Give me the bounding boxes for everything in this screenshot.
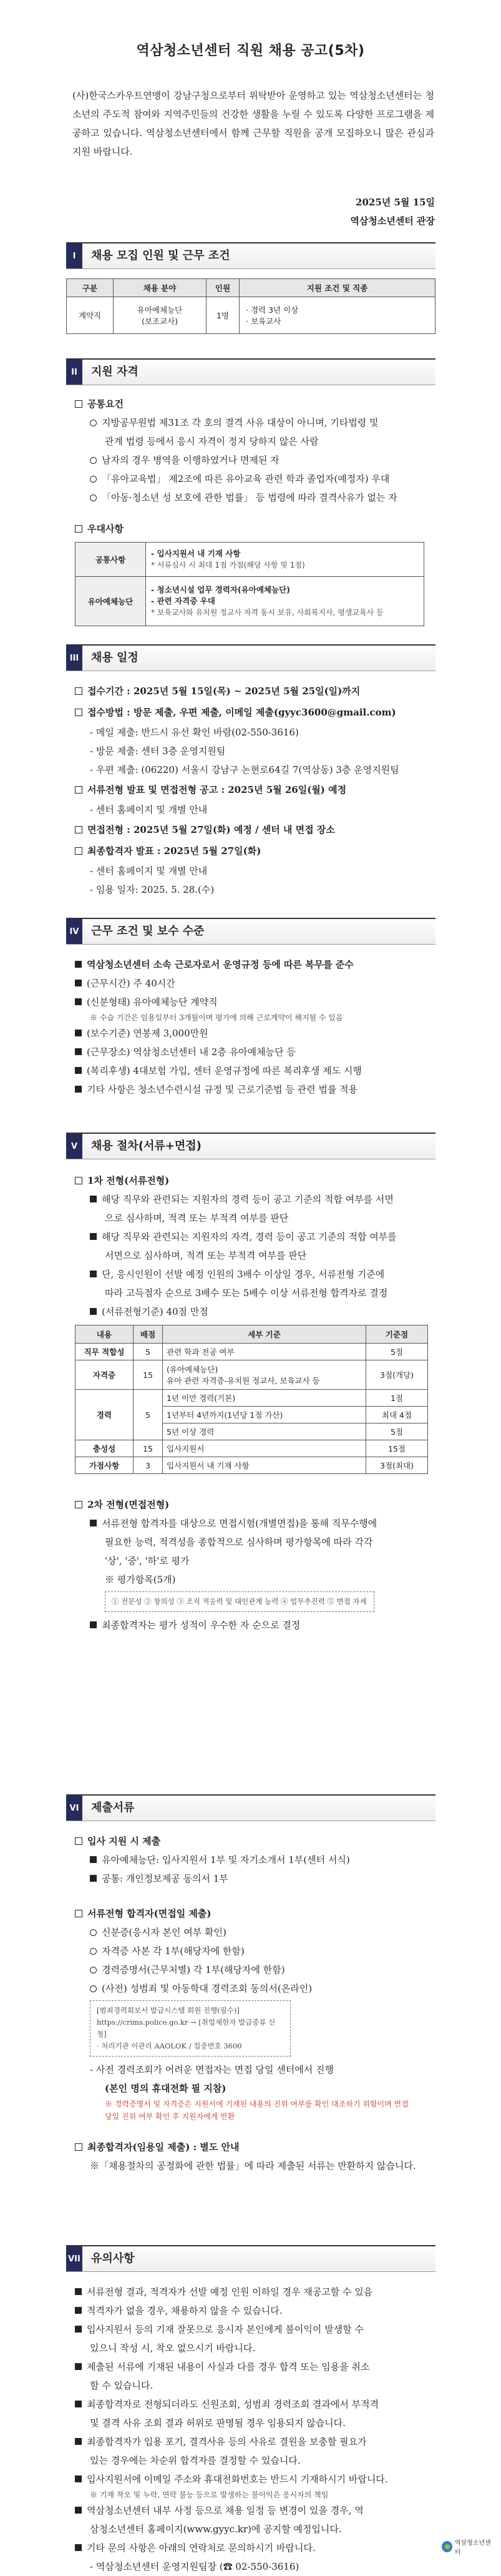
box-line: [범죄경력회보서 발급시스템 회원 진행(필수)] [97,2006,240,2015]
list-item: 서류전형 합격자를 대상으로 면접시험(개별면접)을 통해 직무수행에 [66,1514,435,1533]
pref-note: * 보육교사와 유치원 정교사 자격 동시 보유, 사회복지사, 평생교육사 등 [151,608,384,617]
list-item: 적격자가 없을 경우, 채용하지 않을 수 있습니다. [66,2301,435,2320]
table-cell [240,297,435,334]
circle-bullet-icon [90,1985,97,1992]
table-header: 채용 분야 [114,279,207,297]
table-cell: 3점(개당) [366,1360,428,1390]
cell-line: (유아예체능단) [167,1365,218,1374]
list-item: 서류전형 결과, 적격자가 선발 예정 인원 이하일 경우 재공고할 수 있음 [66,2283,435,2301]
list-item: '상', '중', '하'로 평가 [105,1555,190,1566]
filled-square-icon [90,1308,97,1315]
table-header: 지원 조건 및 직종 [240,279,435,297]
list-item: - 임용 일자: 2025. 5. 28.(수) [90,884,215,895]
evaluation-items: ① 전문성 ② 창의성 ③ 조직 적응력 및 대인관계 능력 ④ 업무추진력 ⑤ 면접 자세 [105,1591,374,1612]
table-cell: 직무 적합성 [75,1344,134,1360]
list-item: - 센터 홈페이지 및 개별 안내 [90,804,208,815]
square-bullet-icon [75,400,82,408]
evaluation-box [66,1591,435,1612]
list-item: - 사전 경력조회가 어려운 면접자는 면접 당일 센터에서 진행 [90,2064,334,2075]
list-item: 제출된 서류에 기재된 내용이 사실과 다를 경우 합격 또는 임용을 취소 [66,2357,435,2376]
circle-bullet-icon [90,1967,97,1974]
documents-block [66,1832,435,2175]
list-item: 서류전형 발표 및 면접전형 공고 : 2025년 5월 26일(월) 예정 [66,779,435,800]
list-item: 지방공무원법 제31조 각 호의 결격 사유 대상이 아니며, 기타법령 및 [66,413,435,432]
section-title: 유의사항 [91,2252,135,2265]
section-header-schedule [66,644,435,671]
crime-check-box [66,2000,435,2057]
section-number: IV [66,919,82,944]
condition-line: · 보육교사 [246,317,281,326]
list-item: ※ 평가항목(5개) [105,1574,176,1585]
square-bullet-icon [75,1910,82,1917]
section-number: VII [66,2246,82,2271]
table-cell: 관련 학과 전공 여부 [163,1344,366,1360]
list-item: 최종합격자로 전형되더라도 신원조회, 성범죄 경력조회 결과에서 부적격 [66,2395,435,2414]
table-cell: 경력 [75,1390,134,1440]
table-cell: 1년부터 4년까지(1년당 1점 가산) [163,1407,366,1423]
section-number: II [66,360,82,385]
list-item: 「유아교육법」 제2조에 따른 유아교육 관련 학과 졸업자(예정자) 우대 [66,469,435,488]
filled-square-icon [75,2326,82,2333]
list-item: 으로 심사하며, 적격 또는 부적격 여부를 판단 [105,1212,289,1224]
table-row [75,1344,428,1360]
filled-square-icon [75,998,82,1005]
table-row [75,1440,428,1457]
list-item: (신분형태) 유아예체능단 계약직 [66,993,435,1011]
filled-square-icon [75,2475,82,2482]
filled-square-icon [75,2363,82,2370]
table-cell: 5년 이상 경력 [163,1423,366,1440]
filled-square-icon [75,2544,82,2551]
circle-bullet-icon [90,457,97,464]
table-cell [163,1360,366,1390]
pref-note: * 서류심사 시 최대 1점 가점(해당 사항 및 1점) [151,561,305,569]
list-item: 해당 직무와 관련되는 지원자의 자격, 경력 등이 공고 기준의 적합 여부를 [66,1227,435,1246]
filled-square-icon [75,1067,82,1074]
list-item: 관계 법령 등에서 응시 자격이 정지 당하지 않은 사람 [105,436,319,447]
list-item: - 센터 홈페이지 및 개별 안내 [90,865,208,877]
list-item: 있으니 작성 시, 착오 없으시기 바랍니다. [90,2342,256,2354]
square-bullet-icon [75,1501,82,1508]
subheading: 서류전형 합격자(면접일 제출) [66,1904,435,1923]
table-header: 기준점 [366,1325,428,1344]
list-item: 접수방법 : 방문 제출, 우편 제출, 이메일 제출(gyyc3600@gmail.com) [66,702,435,723]
section-title: 채용 모집 인원 및 근무 조건 [91,249,230,262]
work-conditions-block [66,955,435,1099]
circle-bullet-icon [90,1929,97,1936]
section-number: I [66,243,82,268]
notes-block [66,2283,435,2576]
list-item: 따라 고득점자 순으로 3배수 또는 5배수 이상 서류전형 합격자로 결정 [105,1287,388,1299]
circle-bullet-icon [90,420,97,426]
square-bullet-icon [75,709,82,716]
subheading: 우대사항 [66,519,435,538]
filled-square-icon [75,2288,82,2295]
pref-line: - 관련 자격증 우대 [151,596,215,606]
section-title: 채용 일정 [91,651,139,664]
section-title: 제출서류 [91,1801,135,1814]
table-cell: 5 [134,1390,163,1440]
logo-mark-icon [442,2541,452,2552]
table-cell: 자격증 [75,1360,134,1390]
list-item: - 방문 제출: 센터 3층 운영지원팀 [90,745,226,757]
filled-square-icon [90,1520,97,1526]
table-cell: 입사지원서 [163,1440,366,1457]
list-item: 및 결격 사유 조회 결과 허위로 판명될 경우 임용되지 않습니다. [90,2417,346,2429]
section-title: 지원 자격 [91,365,139,378]
pref-line: - 입사지원서 내 기재 사항 [151,549,241,558]
list-item: 공통: 개인정보제공 동의서 1부 [66,1869,435,1888]
condition-line: · 경력 3년 이상 [246,305,299,315]
list-item: 「아동·청소년 성 보호에 관한 법률」 등 법령에 따라 결격사유가 없는 자 [66,488,435,507]
table-cell: 1년 이만 경력(기본) [163,1390,366,1407]
logo-text: 역삼청소년센터 [454,2540,491,2556]
table-row [75,1457,428,1474]
filled-square-icon [75,1086,82,1093]
box-line: · 처리기관 이관리 AAOLOK / 집중번호 3600 [97,2042,242,2050]
table-cell: 3 [134,1457,163,1474]
screening-criteria-table [75,1325,428,1474]
square-bullet-icon [75,687,82,695]
field-sub: (보조교사) [141,317,178,326]
schedule-block [66,681,435,899]
table-cell: 충성성 [75,1440,134,1457]
filled-square-icon [90,1875,97,1882]
conditions-table [66,278,435,334]
filled-square-icon [75,2307,82,2314]
list-item: - 메일 제출: 반드시 유선 확인 바람(02-550-3616) [90,727,299,738]
section-header-procedure [66,1133,435,1159]
section-number: VI [66,1796,82,1821]
filled-square-icon [75,961,82,968]
circle-bullet-icon [90,1948,97,1955]
section-header-qualifications [66,358,435,385]
square-bullet-icon [75,786,82,794]
filled-square-icon [75,1030,82,1036]
table-cell: 최대 4점 [366,1407,428,1423]
list-item: 최종합격자는 평가 성적이 우수한 자 순으로 결정 [66,1616,435,1635]
list-item: 있는 경우에는 차순위 합격자를 결정할 수 있습니다. [90,2455,301,2466]
table-cell [146,577,424,626]
table-cell: 유아예체능단 [75,577,146,626]
list-item: 기타 문의 사항은 아래의 연락처로 문의하시기 바랍니다. [66,2539,435,2557]
filled-square-icon [90,1271,97,1277]
section-title: 채용 절차(서류+면접) [91,1139,202,1153]
square-bullet-icon [75,1177,82,1184]
section-header-documents [66,1794,435,1821]
list-note: ※ 수습 기간은 임용일부터 3개월이며 평가에 의해 근로계약이 해지될 수 있음 [90,1013,343,1022]
announcement-date: 2025년 5월 15일 [356,197,435,208]
list-item: 입사지원서에 이메일 주소와 휴대전화번호는 반드시 기재하시기 바랍니다. [66,2470,435,2489]
center-logo [442,2536,494,2557]
list-item: (복리후생) 4대보험 가입, 센터 운영규정에 따른 복리후생 제도 시행 [66,1061,435,1080]
table-cell: 가점사항 [75,1457,134,1474]
list-item: (근무시간) 주 40시간 [66,974,435,993]
circle-bullet-icon [90,476,97,483]
filled-square-icon [90,1196,97,1202]
table-header: 배점 [134,1325,163,1344]
subheading: 최종합격자(임용일 제출) : 별도 안내 [66,2138,435,2156]
list-note: 당일 진위 여부 확인 후 지원자에게 반환 [105,2112,235,2121]
square-bullet-icon [75,525,82,533]
table-cell: 1명 [207,297,240,334]
table-cell: 입사지원서 내 기재 사항 [163,1457,366,1474]
subheading: 입사 지원 시 제출 [66,1832,435,1851]
list-item: 해당 직무와 관련되는 지원자의 경력 등이 공고 기준의 적합 여부를 서면 [66,1190,435,1209]
list-item: 접수기간 : 2025년 5월 15일(목) ~ 2025년 5월 25일(일)까지 [66,681,435,702]
page-title: 역삼청소년센터 직원 채용 공고(5차) [136,43,365,59]
table-header: 세부 기준 [163,1325,366,1344]
filled-square-icon [90,1856,97,1863]
list-item: 남자의 경우 병역을 이행하였거나 면제된 자 [66,451,435,469]
list-item: 서면으로 심사하며, 적격 또는 부적격 여부를 판단 [105,1250,307,1261]
list-item: 단, 응시인원이 선발 예정 인원의 3배수 이상일 경우, 서류전형 기준에 [66,1265,435,1284]
filled-square-icon [75,2507,82,2514]
list-item: 유아예체능단: 입사지원서 1부 및 자기소개서 1부(센터 서식) [66,1851,435,1869]
table-cell: 공통사항 [75,543,146,577]
cell-line: 유아 관련 자격증-유치원 정교사, 보육교사 등 [167,1376,320,1385]
table-cell: 5 [134,1344,163,1360]
qualifications-block [66,395,435,626]
conditions-table-block [66,278,435,334]
list-item: 할 수 있습니다. [90,2380,153,2391]
list-item: 입사지원서 등의 기재 잘못으로 응시자 본인에게 불이익이 발생할 수 [66,2320,435,2339]
subheading: 1차 전형(서류전형) [66,1171,435,1190]
list-item: 역삼청소년센터 내부 사정 등으로 채용 일정 등 변경이 있을 경우, 역 [66,2501,435,2520]
procedure-block [66,1171,435,1635]
subheading: 2차 전형(면접전형) [66,1495,435,1514]
table-row [75,1360,428,1390]
signoff [350,193,435,230]
table-cell: 5점 [366,1344,428,1360]
filled-square-icon [75,2401,82,2407]
crime-check-info [90,2000,291,2057]
list-item: 필요한 능력, 적격성을 종합적으로 심사하며 평가항목에 따라 각각 [105,1536,373,1548]
field-name: 유아예체능단 [137,305,183,315]
filled-square-icon [75,980,82,986]
list-note: ※ 기재 착오 및 누락, 연락 불능 등으로 발생하는 불이익은 응시자의 책임 [90,2490,329,2499]
section-header-notes [66,2245,435,2272]
table-cell [146,543,424,577]
list-item: (보수기준) 연봉제 3,000만원 [66,1024,435,1043]
section-header-conditions [66,242,435,269]
square-bullet-icon [75,1837,82,1845]
table-header: 구분 [67,279,114,297]
section-number: V [66,1134,82,1159]
list-item: - 우편 제출: (06220) 서울시 강남구 논현로64길 7(역삼동) 3층 운영지원팀 [90,764,399,775]
list-item: 최종합격자가 입용 포기, 결격사유 등의 사유로 결원을 보충할 필요가 [66,2432,435,2451]
table-cell [114,297,207,334]
list-item: 역삼청소년센터 소속 근로자로서 운영규정 등에 따른 복무를 준수 [66,955,435,974]
table-cell: 15점 [366,1440,428,1457]
list-item: (본인 명의 휴대전화 필 지참) [105,2083,226,2094]
filled-square-icon [75,2438,82,2445]
circle-bullet-icon [90,494,97,501]
issuer: 역삼청소년센터 관장 [350,215,435,227]
list-item: 경력증명서(근무처별) 각 1부(해당자에 한함) [66,1960,435,1979]
filled-square-icon [90,1621,97,1628]
section-title: 근무 조건 및 보수 수준 [91,925,205,938]
list-item: 신분증(응시자 본인 여부 확인) [66,1923,435,1942]
pref-line: - 청소년시설 업무 경력자(유아예체능단) [151,585,290,594]
list-item: - 역삼청소년센터 운영지원팀장 (☎ 02-550-3616) [90,2561,299,2572]
table-cell: 3점(최대) [366,1457,428,1474]
square-bullet-icon [75,847,82,855]
table-cell: 5점 [366,1423,428,1440]
square-bullet-icon [75,826,82,833]
box-line[interactable]: https://crims.police.go.kr → [취업제한자 발급종류 신청] [97,2018,276,2038]
list-item: 기타 사항은 청소년수련시설 규정 및 근로기준법 등 관련 법률 적용 [66,1080,435,1099]
intro-paragraph: (사)한국스카우트연맹이 강남구청으로부터 위탁받아 운영하고 있는 역삼청소년센터는 청소년의 주도적 참여와 지역주민들의 건강한 생활을 누릴 수 있도록 다양한 프로그램을 제공하고 있습니다. 역삼청소년센터에서 함께 근무할 직원을 공개 모집하오니 많은 관심과 지원 바랍니다. [72,90,434,157]
table-header: 내용 [75,1325,134,1344]
filled-square-icon [90,1233,97,1240]
list-item: 삼청소년센터 홈페이지(www.gyyc.kr)에 공지할 예정입니다. [90,2524,342,2535]
list-item: 면접전형 : 2025년 5월 27일(화) 예정 / 센터 내 면접 장소 [66,819,435,840]
section-number: III [66,646,82,671]
preferences-table [75,542,424,626]
table-row [75,1390,428,1407]
subheading: 공통요건 [66,395,435,413]
list-note: ※ 경력증명서 및 자격증은 지원서에 기재된 내용의 진위 여부를 확인 대조하기 위함이며 면접 [105,2100,409,2108]
list-item: 최종합격자 발표 : 2025년 5월 27일(화) [66,840,435,862]
table-cell: 1점 [366,1390,428,1407]
table-cell: 15 [134,1440,163,1457]
filled-square-icon [75,1048,82,1055]
list-item: 자격증 사본 각 1부(해당자에 한함) [66,1942,435,1960]
section-header-work-conditions [66,918,435,945]
table-cell: 계약직 [67,297,114,334]
list-item: (사전) 성범죄 및 아동학대 경력조회 동의서(온라인) [66,1979,435,1998]
table-cell: 15 [134,1360,163,1390]
list-note: ※「채용절차의 공정화에 관한 법률」에 따라 제출된 서류는 반환하지 않습니다. [90,2160,416,2171]
list-item: (서류전형기준) 40점 만점 [66,1302,435,1321]
list-item: (근무장소) 역삼청소년센터 내 2층 유아예체능단 등 [66,1043,435,1061]
square-bullet-icon [75,2143,82,2151]
table-header: 인원 [207,279,240,297]
